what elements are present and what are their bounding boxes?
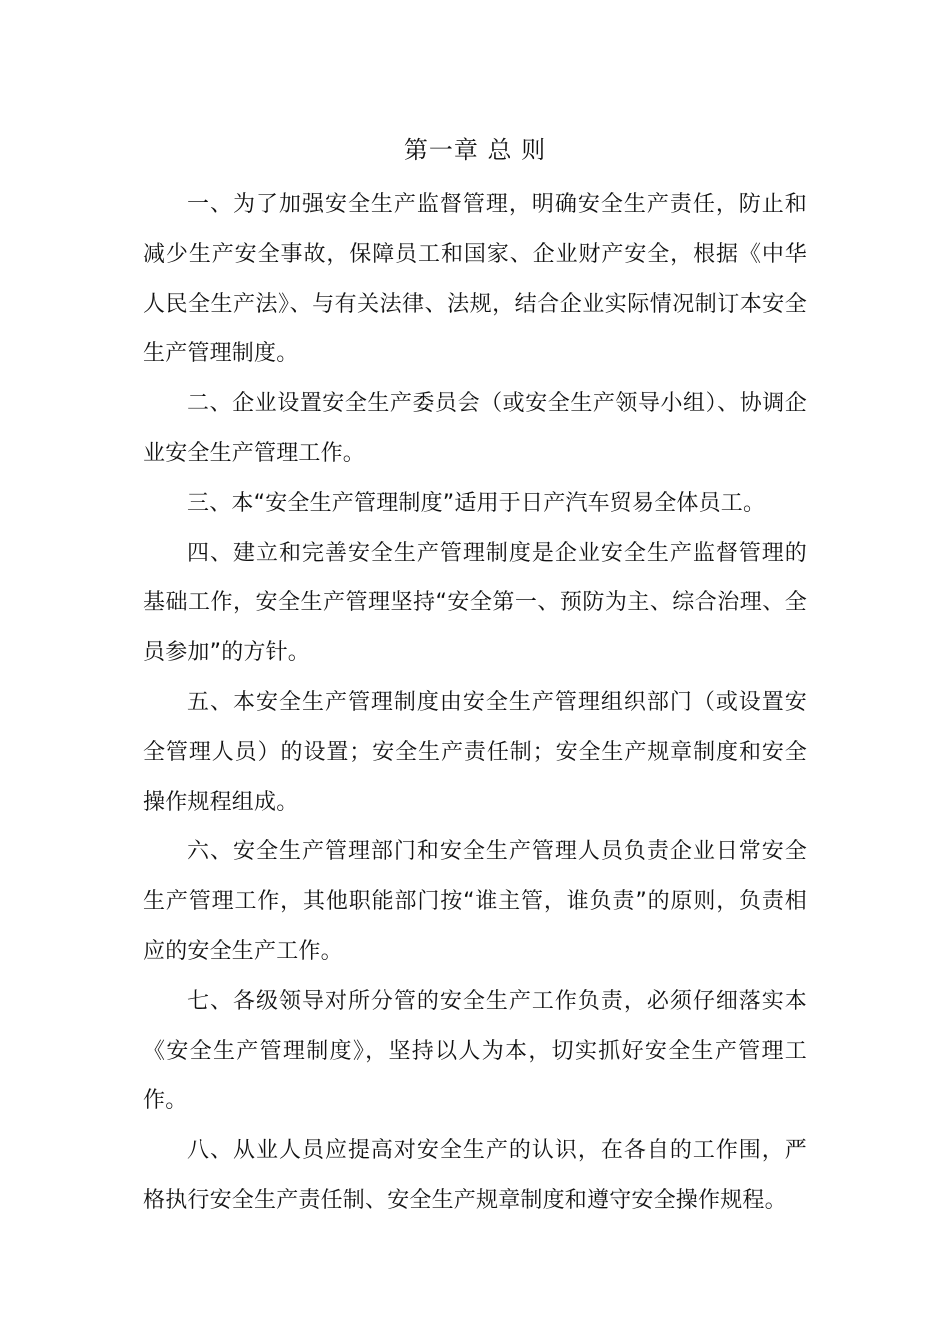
paragraph-8: 八、从业人员应提高对安全生产的认识，在各自的工作围，严格执行安全生产责任制、安全生产规章制度和遵守安全操作规程。 <box>143 1138 807 1213</box>
paragraph-6: 六、安全生产管理部门和安全生产管理人员负责企业日常安全生产管理工作，其他职能部门按“谁主管，谁负责”的原则，负责相应的安全生产工作。 <box>143 839 807 964</box>
paragraph-3: 三、本“安全生产管理制度”适用于日产汽车贸易全体员工。 <box>187 490 766 516</box>
paragraph-4: 四、建立和完善安全生产管理制度是企业安全生产监督管理的基础工作，安全生产管理坚持“安全第一、预防为主、综合治理、全员参加”的方针。 <box>143 540 807 666</box>
document-page <box>143 130 807 1226</box>
paragraph-7: 七、各级领导对所分管的安全生产工作负责，必须仔细落实本《安全生产管理制度》，坚持以人为本，切实抓好安全生产管理工作。 <box>143 988 807 1114</box>
paragraph-5: 五、本安全生产管理制度由安全生产管理组织部门（或设置安全管理人员）的设置；安全生产责任制；安全生产规章制度和安全操作规程组成。 <box>143 689 807 815</box>
chapter-title: 第一章 总 则 <box>403 136 547 164</box>
paragraph-1: 一、为了加强安全生产监督管理，明确安全生产责任，防止和减少生产安全事故，保障员工和国家、企业财产安全，根据《中华人民全生产法》、与有关法律、法规，结合企业实际情况制订本安全生产管理制度。 <box>143 192 807 367</box>
paragraph-2: 二、企业设置安全生产委员会（或安全生产领导小组）、协调企业安全生产管理工作。 <box>143 391 807 466</box>
